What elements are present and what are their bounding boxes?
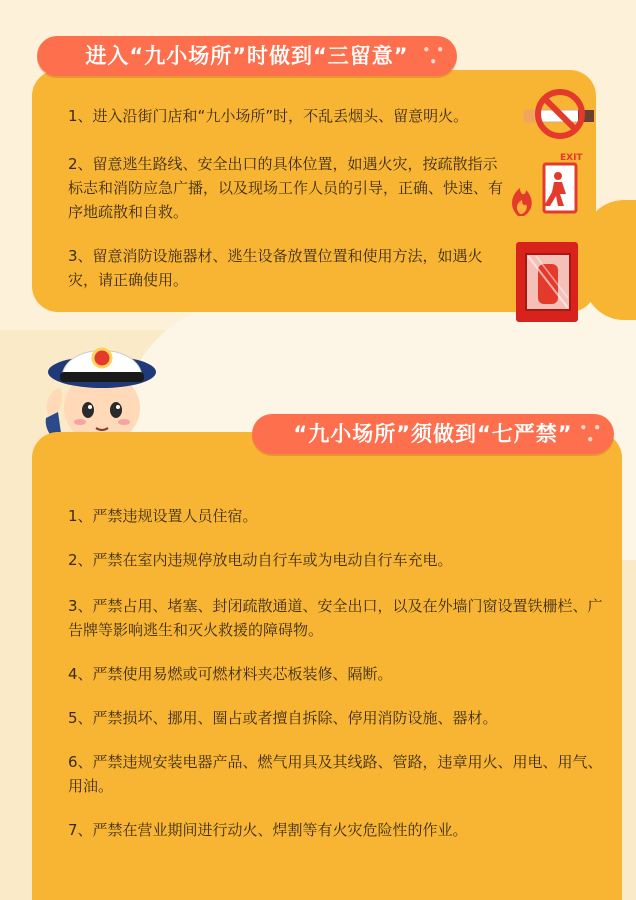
section2-title: “九小场所”须做到“七严禁” [293,422,573,446]
section2-item-5: 5、严禁损坏、挪用、圈占或者擅自拆除、停用消防设施、器材。 [68,709,498,727]
fire-extinguisher-box-icon [512,238,584,326]
section2-item-1: 1、严禁违规设置人员住宿。 [68,507,258,525]
section2-item-4: 4、严禁使用易燃或可燃材料夹芯板装修、隔断。 [68,665,393,683]
section2-item-7: 7、严禁在营业期间进行动火、焊割等有火灾危险性的作业。 [68,821,468,839]
seven-prohibitions-card [32,432,622,900]
section1-item-1: 1、进入沿街门店和“九小场所”时，不乱丢烟头、留意明火。 [68,107,469,125]
section1-title-banner [37,36,457,76]
no-smoking-icon [518,84,604,140]
section1-item-3: 3、留意消防设施器材、逃生设备放置位置和使用方法，如遇火灾，请正确使用。 [68,247,483,289]
banner-dots: • • • [422,43,445,69]
exit-sign-text: EXIT [560,153,583,163]
banner-dots: • • • [579,421,602,447]
section2-item-6: 6、严禁违规安装电器产品、燃气用具及其线路、管路，违章用火、用电、用气、用油。 [68,753,603,795]
section1-item-2: 2、留意逃生路线、安全出口的具体位置，如遇火灾，按疏散指示标志和消防应急广播，以及现场工作人员的引导，正确、快速、有序地疏散和自救。 [68,155,504,221]
section2-item-3: 3、严禁占用、堵塞、封闭疏散通道、安全出口，以及在外墙门窗设置铁栅栏、广告牌等影响逃生和灭火救援的障碍物。 [68,597,603,639]
section2-title-banner [252,414,614,454]
fire-exit-icon [504,150,590,222]
section1-title: 进入“九小场所”时做到“三留意” [85,44,409,68]
section2-item-2: 2、严禁在室内违规停放电动自行车或为电动自行车充电。 [68,551,453,569]
